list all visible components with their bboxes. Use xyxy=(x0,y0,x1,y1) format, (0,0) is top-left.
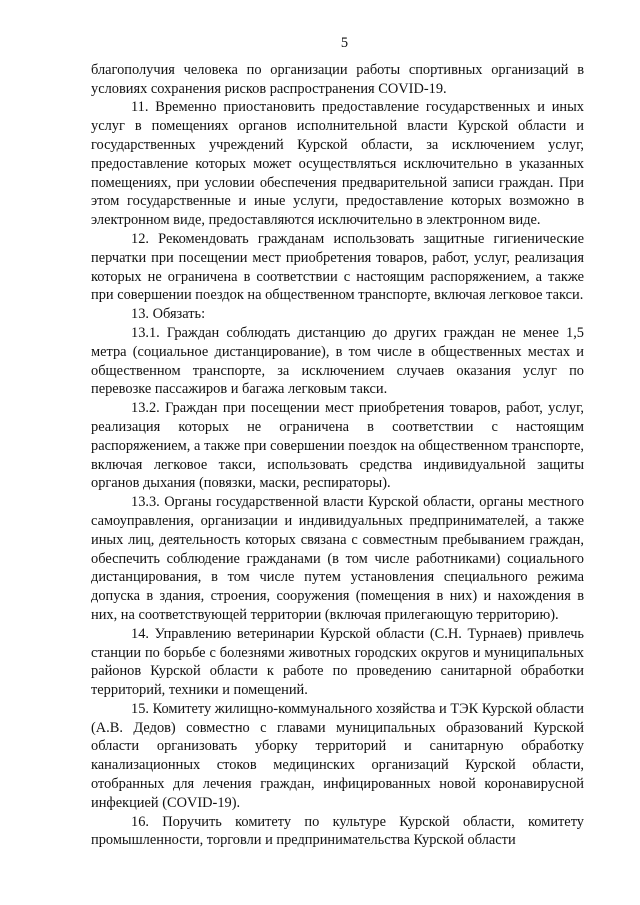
paragraph-13: 13. Обязать: xyxy=(131,306,206,323)
page-number: 5 xyxy=(340,35,349,51)
document-page xyxy=(91,34,584,850)
paragraph-14: 14. Управлению ветеринарии Курской области (С.Н. Турнаев) привлечь станции по борьбе с болезнями животных городских округов и муниципальных районов Курской области к работе по проведению санитарной обработки территорий, техники и помещений. xyxy=(91,625,584,699)
paragraph-13-3: 13.3. Органы государственной власти Курской области, органы местного самоуправления, организации и индивидуальных предпринимателей, а также иных лиц, деятельность которых связана с совместным пребыванием граждан, обеспечить соблюдение гражданами (в том числе работниками) социального дистанцирования, в том числе путем установления специального режима допуска в здания, строения, сооружения (помещения в них) и нахождения в них, на соответствующей территории (включая прилегающую территорию). xyxy=(91,494,584,623)
paragraph-13-1: 13.1. Граждан соблюдать дистанцию до других граждан не менее 1,5 метра (социальное дистанцирование), в том числе в общественных местах и общественном транспорте, за исключением случаев оказания услуг по перевозке пассажиров и багажа легковым такси. xyxy=(91,324,584,398)
paragraph-16: 16. Поручить комитету по культуре Курской области, комитету промышленности, торговли и предпринимательства Курской области xyxy=(91,813,584,849)
paragraph-11: 11. Временно приостановить предоставление государственных и иных услуг в помещениях органов исполнительной власти Курской области и государственных учреждений Курской области, за исключением услуг, предоставление которых может осуществляться исключительно в указанных помещениях, при условии обеспечения предварительной записи граждан. При этом государственные и иные услуги, предоставление которых возможно в электронном виде, предоставляются исключительно в электронном виде. xyxy=(91,99,584,229)
paragraph-12: 12. Рекомендовать гражданам использовать защитные гигиенические перчатки при посещении мест приобретения товаров, работ, услуг, реализация которых не ограничена в соответствии с настоящим распоряжением, а также при совершении поездок на общественном транспорте, включая легковое такси. xyxy=(91,230,584,304)
paragraph-continuation: благополучия человека по организации работы спортивных организаций в условиях сохранения рисков распространения COVID-19. xyxy=(91,61,584,97)
paragraph-13-2: 13.2. Граждан при посещении мест приобретения товаров, работ, услуг, реализация которых не ограничена в соответствии с настоящим распоряжением, а также при совершении поездок на общественном транспорте, включая легковое такси, использовать средства индивидуальной защиты органов дыхания (повязки, маски, респираторы). xyxy=(91,400,584,492)
paragraph-15: 15. Комитету жилищно-коммунального хозяйства и ТЭК Курской области (А.В. Дедов) совместно с главами муниципальных образований Курской области организовать уборку территорий и санитарную обработку канализационных стоков медицинских организаций Курской области, отобранных для лечения граждан, инфицированных новой коронавирусной инфекцией (COVID-19). xyxy=(91,700,584,811)
